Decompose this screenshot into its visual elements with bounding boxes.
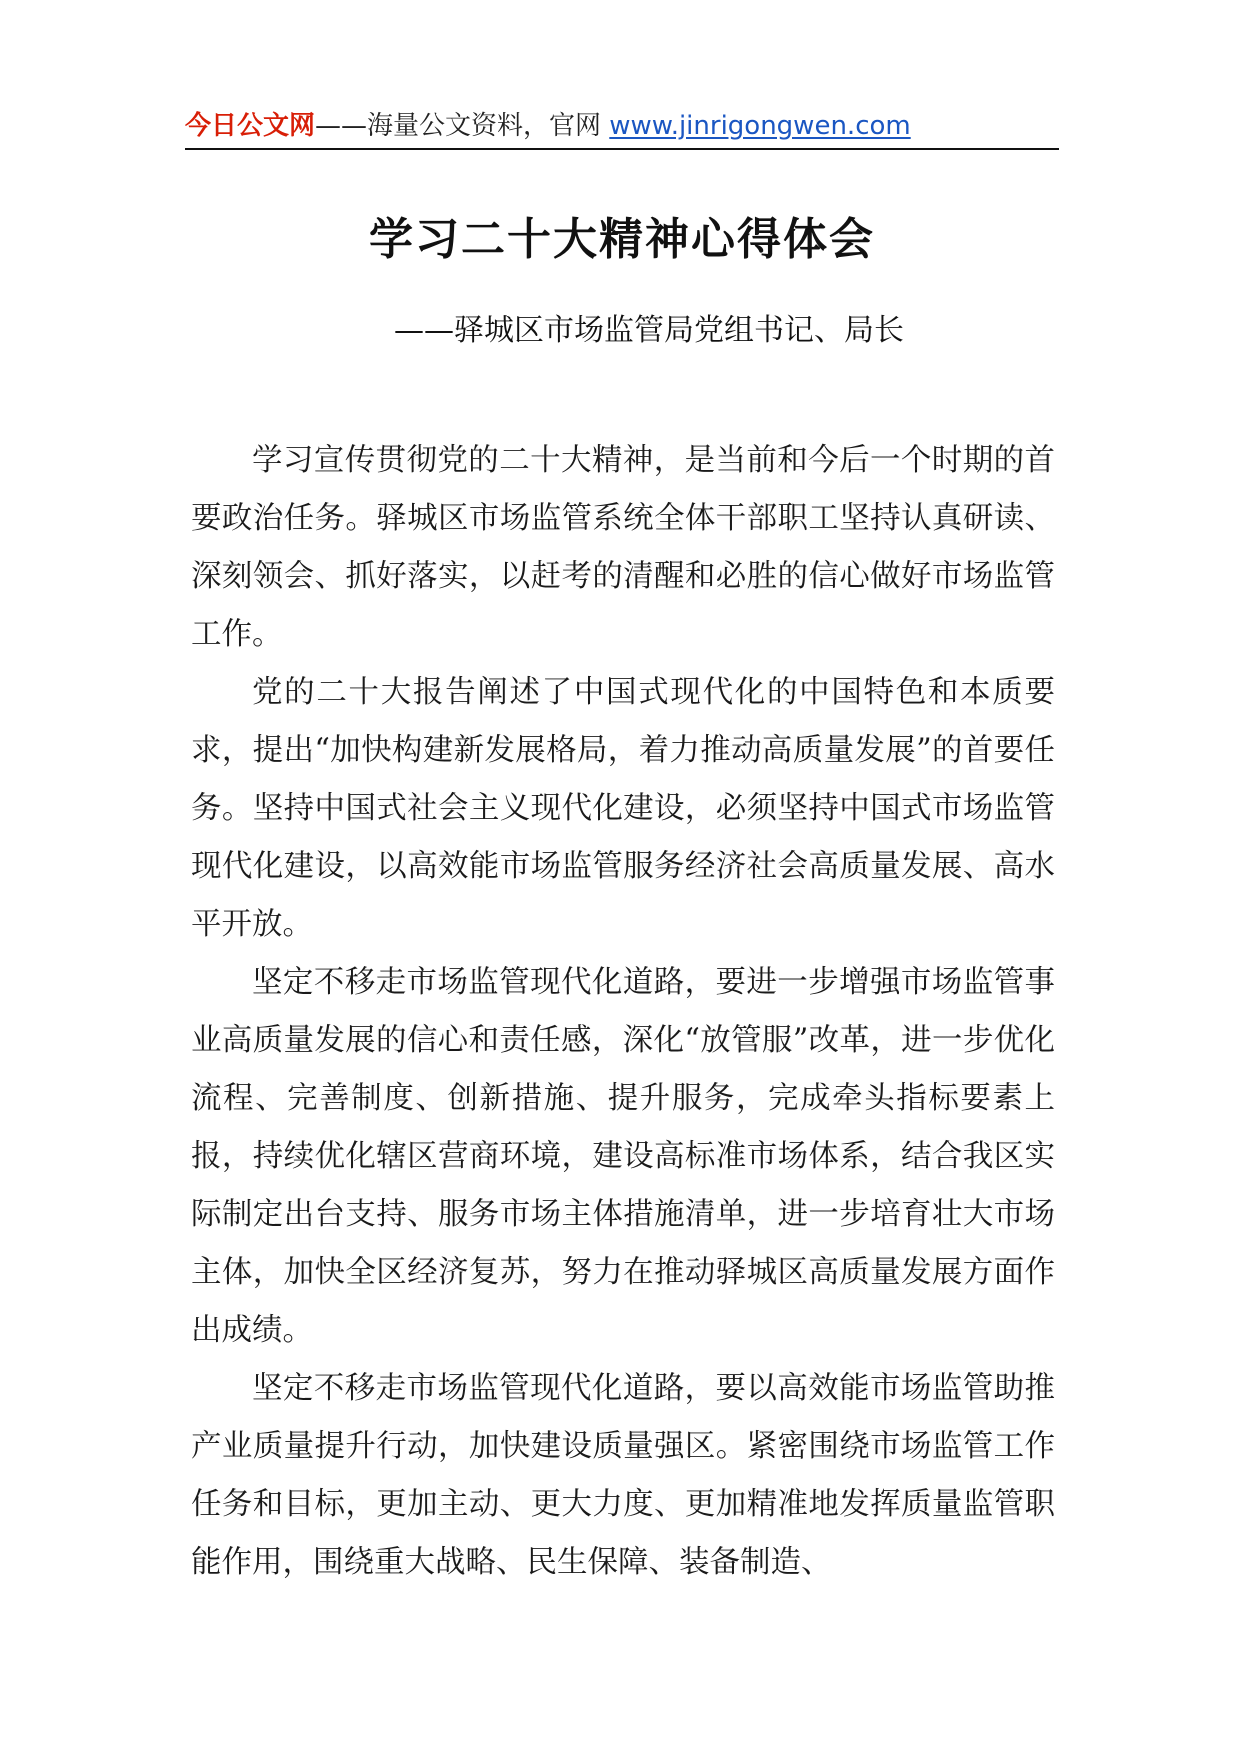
document-body — [191, 432, 1055, 1592]
brand-name: 今日公文网 — [185, 111, 316, 141]
site-header — [185, 104, 1059, 148]
header-tagline: ——海量公文资料，官网 — [315, 111, 610, 141]
body-paragraph-3: 坚定不移走市场监管现代化道路，要进一步增强市场监管事业高质量发展的信心和责任感，深化“放管服”改革，进一步优化流程、完善制度、创新措施、提升服务，完成牵头指标要素上报，持续优化辖区营商环境，建设高标准市场体系，结合我区实际制定出台支持、服务市场主体措施清单，进一步培育壮大市场主体，加快全区经济复苏，努力在推动驿城区高质量发展方面作出成绩。 — [191, 965, 1055, 1348]
document-subtitle: ——驿城区市场监管局党组书记、局长 — [394, 313, 904, 348]
body-paragraph-2: 党的二十大报告阐述了中国式现代化的中国特色和本质要求，提出“加快构建新发展格局，着力推动高质量发展”的首要任务。坚持中国式社会主义现代化建设，必须坚持中国式市场监管现代化建设，以高效能市场监管服务经济社会高质量发展、高水平开放。 — [191, 675, 1055, 942]
website-link[interactable]: www.jinrigongwen.com — [609, 111, 911, 141]
document-title: 学习二十大精神心得体会 — [369, 214, 875, 265]
header-divider — [185, 148, 1059, 150]
body-paragraph-4: 坚定不移走市场监管现代化道路，要以高效能市场监管助推产业质量提升行动，加快建设质量强区。紧密围绕市场监管工作任务和目标，更加主动、更大力度、更加精准地发挥质量监管职能作用，围绕重大战略、民生保障、装备制造、 — [191, 1371, 1055, 1580]
body-paragraph-1: 学习宣传贯彻党的二十大精神，是当前和今后一个时期的首要政治任务。驿城区市场监管系统全体干部职工坚持认真研读、深刻领会、抓好落实，以赶考的清醒和必胜的信心做好市场监管工作。 — [191, 443, 1055, 652]
